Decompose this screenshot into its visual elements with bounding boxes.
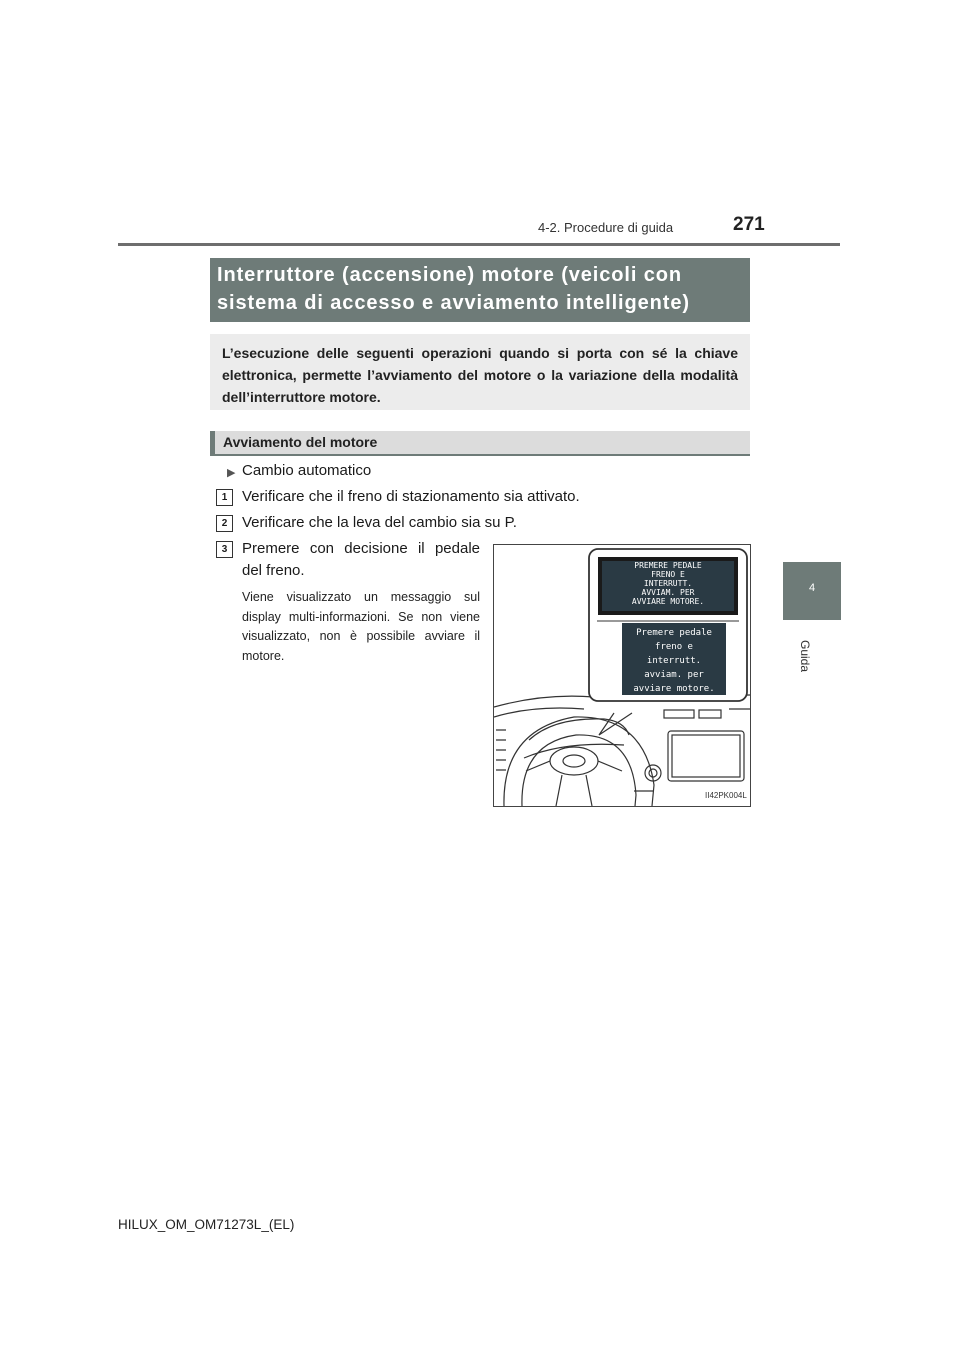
dashboard-drawing — [494, 545, 750, 806]
step-number-3: 3 — [216, 541, 233, 558]
display-upper-line-5: AVVIARE MOTORE. — [631, 597, 705, 606]
chapter-number: 4 — [808, 582, 816, 594]
section-title-line-1: Interruttore (accensione) motore (veicoli con — [217, 264, 683, 286]
chapter-tab — [783, 562, 841, 620]
display-lower-line-1: Premere pedale — [636, 628, 712, 638]
display-upper-line-3: INTERRUTT. — [643, 579, 693, 588]
subheading-bar — [210, 431, 215, 454]
figure-code: II42PK004L — [705, 791, 747, 800]
chapter-label-container — [782, 640, 842, 680]
section-reference: 4-2. Procedure di guida — [538, 220, 674, 235]
step-number-2: 2 — [216, 515, 233, 532]
step-note: Viene visualizzato un messaggio sul display multi-informazioni. Se non viene visualizzato, non è possibile avviare il motore. — [242, 590, 480, 663]
intro-text: L’esecuzione delle seguenti operazioni quando si porta con sé la chiave elettronica, permette l’avviamento del motore o la variazione della modalità dell’interruttore motore. — [222, 345, 738, 405]
bullet-text: Cambio automatico — [242, 462, 372, 479]
page-number: 271 — [733, 214, 765, 235]
step-text-3-line-2: del freno. — [242, 562, 305, 579]
subheading — [210, 431, 750, 456]
chapter-label: Guida — [798, 640, 812, 673]
intro-box — [210, 334, 750, 410]
section-title — [217, 261, 690, 317]
step-text-1: Verificare che il freno di stazionamento sia attivato. — [242, 488, 580, 505]
section-title-box — [210, 258, 750, 322]
step-text-2: Verificare che la leva del cambio sia su P. — [242, 514, 517, 531]
figure-dashboard-illustration — [493, 544, 751, 807]
display-lower-line-3: interrutt. — [646, 656, 702, 666]
section-title-line-2: sistema di accesso e avviamento intelligente) — [217, 292, 690, 314]
display-upper-line-4: AVVIAM. PER — [641, 588, 695, 597]
footer-document-code: HILUX_OM_OM71273L_(EL) — [118, 1217, 295, 1232]
display-upper-line-1: PREMERE PEDALE — [634, 561, 702, 570]
step-number-1: 1 — [216, 489, 233, 506]
subheading-text: Avviamento del motore — [223, 434, 378, 450]
step-text-3 — [242, 538, 480, 582]
display-lower-line-2: freno e — [655, 642, 693, 652]
display-lower-line-5: avviare motore. — [633, 684, 715, 694]
display-upper-line-2: FRENO E — [651, 570, 685, 579]
display-lower-line-4: avviam. per — [644, 670, 704, 680]
triangle-bullet-icon: ▶ — [227, 467, 236, 479]
step-text-3-line-1: Premere con decisione il pedale — [242, 540, 480, 557]
header-rule — [118, 243, 840, 246]
